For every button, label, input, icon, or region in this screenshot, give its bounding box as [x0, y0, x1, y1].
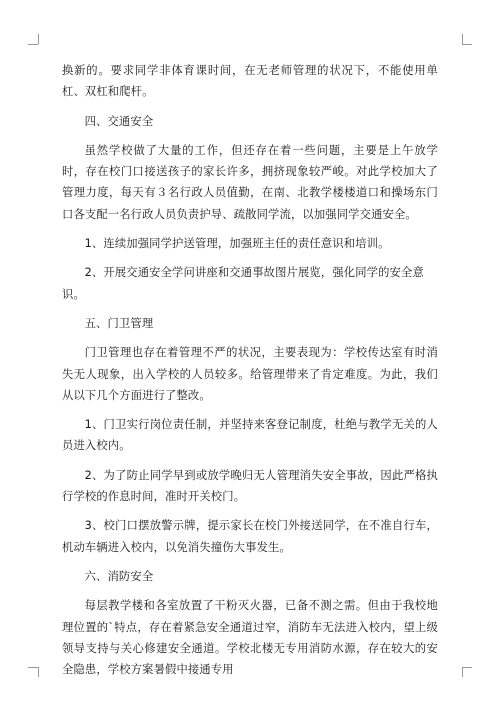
heading-fire-safety: 六、消防安全	[84, 569, 154, 583]
paragraph-fire-body: 每层教学楼和各室放置了干粉灭火器，已备不测之需。但由于我校地理位置的`特点，存在着紧急安全通道过窄，消防车无法进入校内，望上级领导支持与关心修建安全通道。学校北楼无专用消防水源，存在较大的安全隐患，学校方案暑假中接通专用	[62, 599, 438, 677]
crop-mark-bottom-right-v	[462, 667, 463, 677]
heading-gate-management: 五、门卫管理	[84, 316, 154, 330]
list-item-traffic-2: 2、开展交通安全学问讲座和交通事故图片展览，强化同学的安全意识。	[62, 266, 424, 301]
heading-traffic-safety: 四、交通安全	[84, 114, 154, 128]
list-item-gate-1: 1、门卫实行岗位责任制，并坚持来客登记制度，杜绝与教学无关的人员进入校内。	[62, 418, 438, 453]
crop-mark-top-right-v	[462, 34, 463, 44]
crop-mark-top-right-h	[462, 44, 472, 45]
list-item-traffic-1: 1、连续加强同学护送管理，加强班主任的责任意识和培训。	[84, 237, 390, 251]
list-item-gate-2: 2、为了防止同学早到或放学晚归无人管理消失安全事故，因此严格执行学校的作息时间，准时开关校门。	[62, 468, 438, 504]
paragraph-gate-body: 门卫管理也存在着管理不严的状况，主要表现为：学校传达室有时消失无人现象，出入学校的人员较多。给管理带来了肯定难度。为此，我们从以下几个方面进行了整改。	[62, 346, 438, 402]
crop-mark-top-left-v	[38, 34, 39, 44]
crop-mark-bottom-right-h	[462, 667, 472, 668]
document-body	[62, 60, 438, 680]
paragraph-equipment-end: 换新的。要求同学非体育课时间，在无老师管理的状况下，不能使用单杠、双杠和爬杆。	[62, 64, 438, 99]
paragraph-traffic-body: 虽然学校做了大量的工作，但还存在着一些问题，主要是上午放学时，存在校门口接送孩子的家长许多，拥挤现象较严峻。对此学校加大了管理力度，每天有３名行政人员值勤，在南、北教学楼楼道口和操场东门口各支配一名行政人员负责护导、疏散同学流，以加强同学交通安全。	[62, 143, 438, 221]
crop-mark-bottom-left-h	[28, 667, 38, 668]
crop-mark-bottom-left-v	[38, 667, 39, 677]
list-item-gate-3: 3、校门口摆放警示牌，提示家长在校门外接送同学，在不准自行车，机动车辆进入校内，以免消失撞伤大事发生。	[62, 519, 438, 554]
crop-mark-top-left-h	[28, 44, 38, 45]
